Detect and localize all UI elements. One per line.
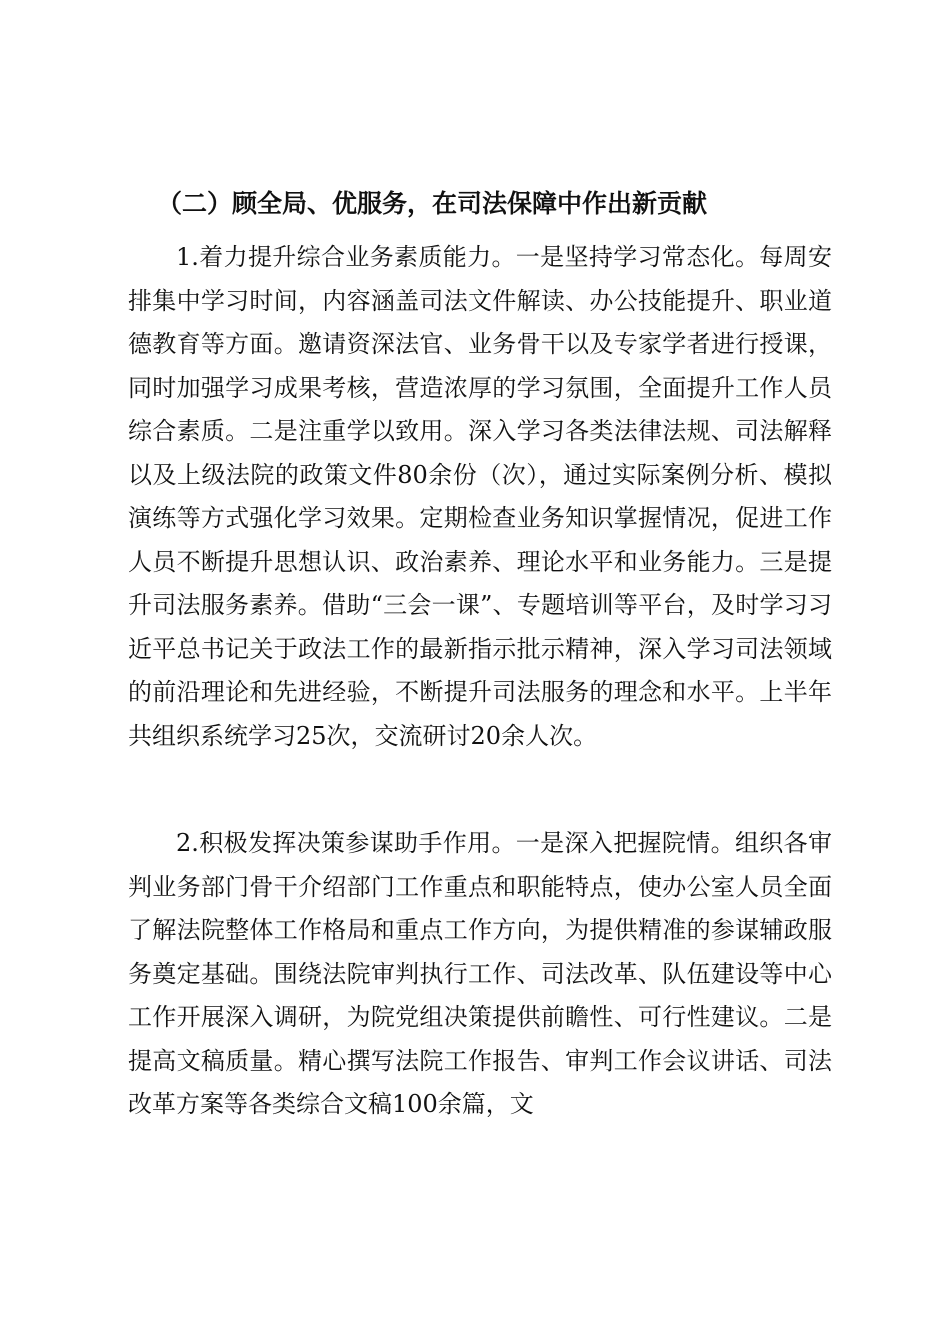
section-heading: （二）顾全局、优服务，在司法保障中作出新贡献 — [157, 189, 708, 218]
paragraph-1: 1.着力提升综合业务素质能力。一是坚持学习常态化。每周安排集中学习时间，内容涵盖司法文件解读、办公技能提升、职业道德教育等方面。邀请资深法官、业务骨干以及专家学者进行授课，同时加强学习成果考核，营造浓厚的学习氛围，全面提升工作人员综合素质。二是注重学以致用。深入学习各类法律法规、司法解释以及上级法院的政策文件80余份（次），通过实际案例分析、模拟演练等方式强化学习效果。定期检查业务知识掌握情况，促进工作人员不断提升思想认识、政治素养、理论水平和业务能力。三是提升司法服务素养。借助“三会一课”、专题培训等平台，及时学习习近平总书记关于政法工作的最新指示批示精神，深入学习司法领域的前沿理论和先进经验，不断提升司法服务的理念和水平。上半年共组织系统学习25次，交流研讨20余人次。 — [128, 243, 832, 750]
paragraph-2: 2.积极发挥决策参谋助手作用。一是深入把握院情。组织各审判业务部门骨干介绍部门工作重点和职能特点，使办公室人员全面了解法院整体工作格局和重点工作方向，为提供精准的参谋辅政服务奠定基础。围绕法院审判执行工作、司法改革、队伍建设等中心工作开展深入调研，为院党组决策提供前瞻性、可行性建议。二是提高文稿质量。精心撰写法院工作报告、审判工作会议讲话、司法改革方案等各类综合文稿100余篇，文 — [128, 829, 832, 1118]
